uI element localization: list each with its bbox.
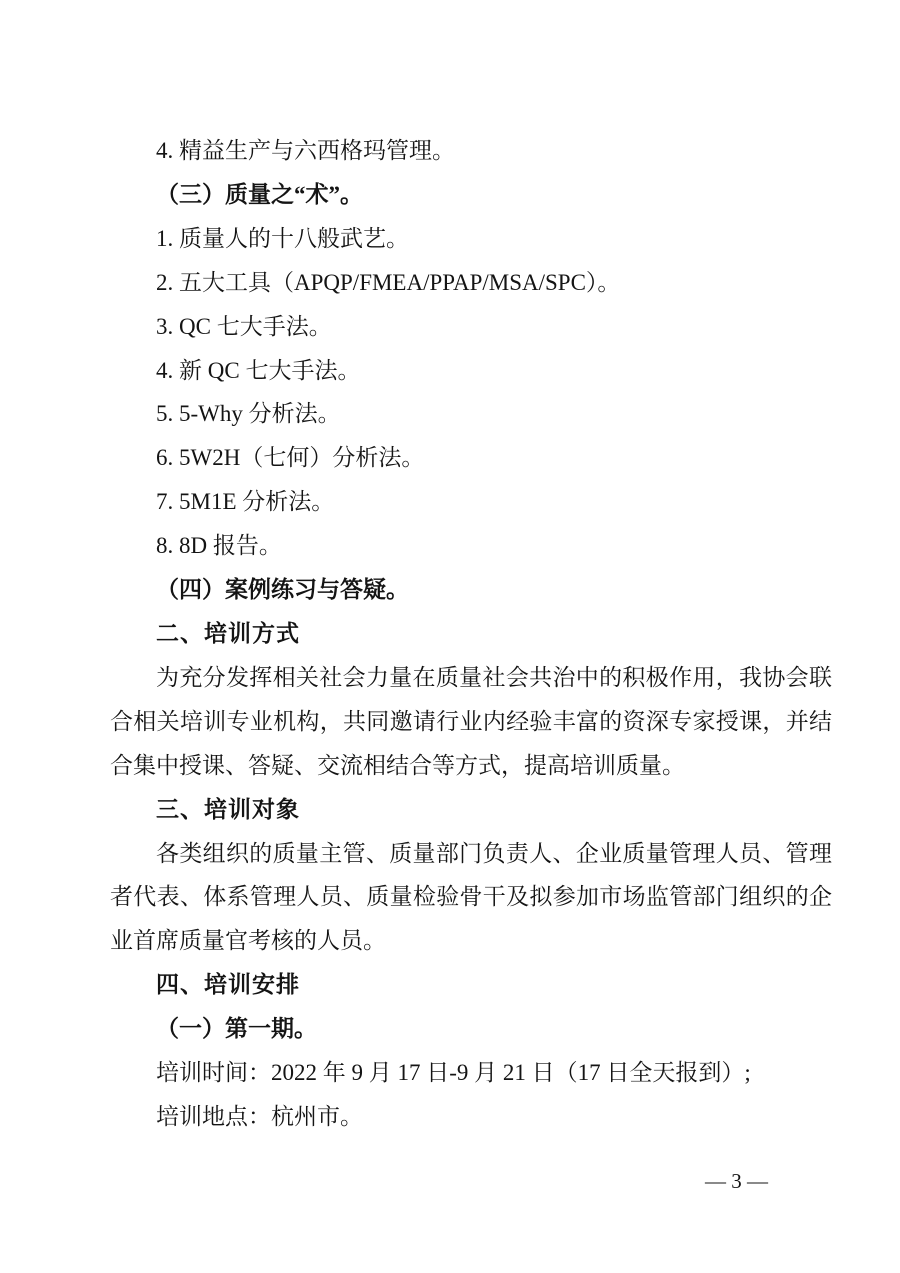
section-heading: 二、培训方式: [156, 619, 300, 646]
list-item: 6. 5W2H（七何）分析法。: [156, 445, 425, 471]
training-time-line: 培训时间：2022 年 9 月 17 日-9 月 21 日（17 日全天报到）;: [156, 1060, 751, 1086]
list-item: 1. 质量人的十八般武艺。: [156, 225, 409, 251]
list-item: 3. QC 七大手法。: [156, 313, 332, 339]
subsection-heading: （四）案例练习与答疑。: [156, 577, 409, 603]
training-place-line: 培训地点：杭州市。: [156, 1103, 363, 1129]
subsection-heading: （三）质量之“术”。: [156, 181, 363, 207]
list-item: 4. 新 QC 七大手法。: [156, 357, 361, 383]
list-item: 2. 五大工具（APQP/FMEA/PPAP/MSA/SPC）。: [156, 269, 621, 295]
list-item: 8. 8D 报告。: [156, 533, 282, 559]
body-paragraph: 为充分发挥相关社会力量在质量社会共治中的积极作用，我协会联合相关培训专业机构，共同邀请行业内经验丰富的资深专家授课，并结合集中授课、答疑、交流相结合等方式，提高培训质量。: [110, 664, 832, 778]
list-item: 5. 5-Why 分析法。: [156, 401, 341, 427]
list-item: 4. 精益生产与六西格玛管理。: [156, 138, 455, 163]
body-paragraph: 各类组织的质量主管、质量部门负责人、企业质量管理人员、管理者代表、体系管理人员、质量检验骨干及拟参加市场监管部门组织的企业首席质量官考核的人员。: [110, 840, 832, 954]
section-heading: 三、培训对象: [156, 795, 300, 822]
subsection-heading: （一）第一期。: [156, 1016, 317, 1042]
section-heading: 四、培训安排: [156, 971, 300, 998]
document-body: [110, 129, 832, 1139]
list-item: 7. 5M1E 分析法。: [156, 489, 335, 515]
page-number: — 3 —: [705, 1169, 768, 1193]
